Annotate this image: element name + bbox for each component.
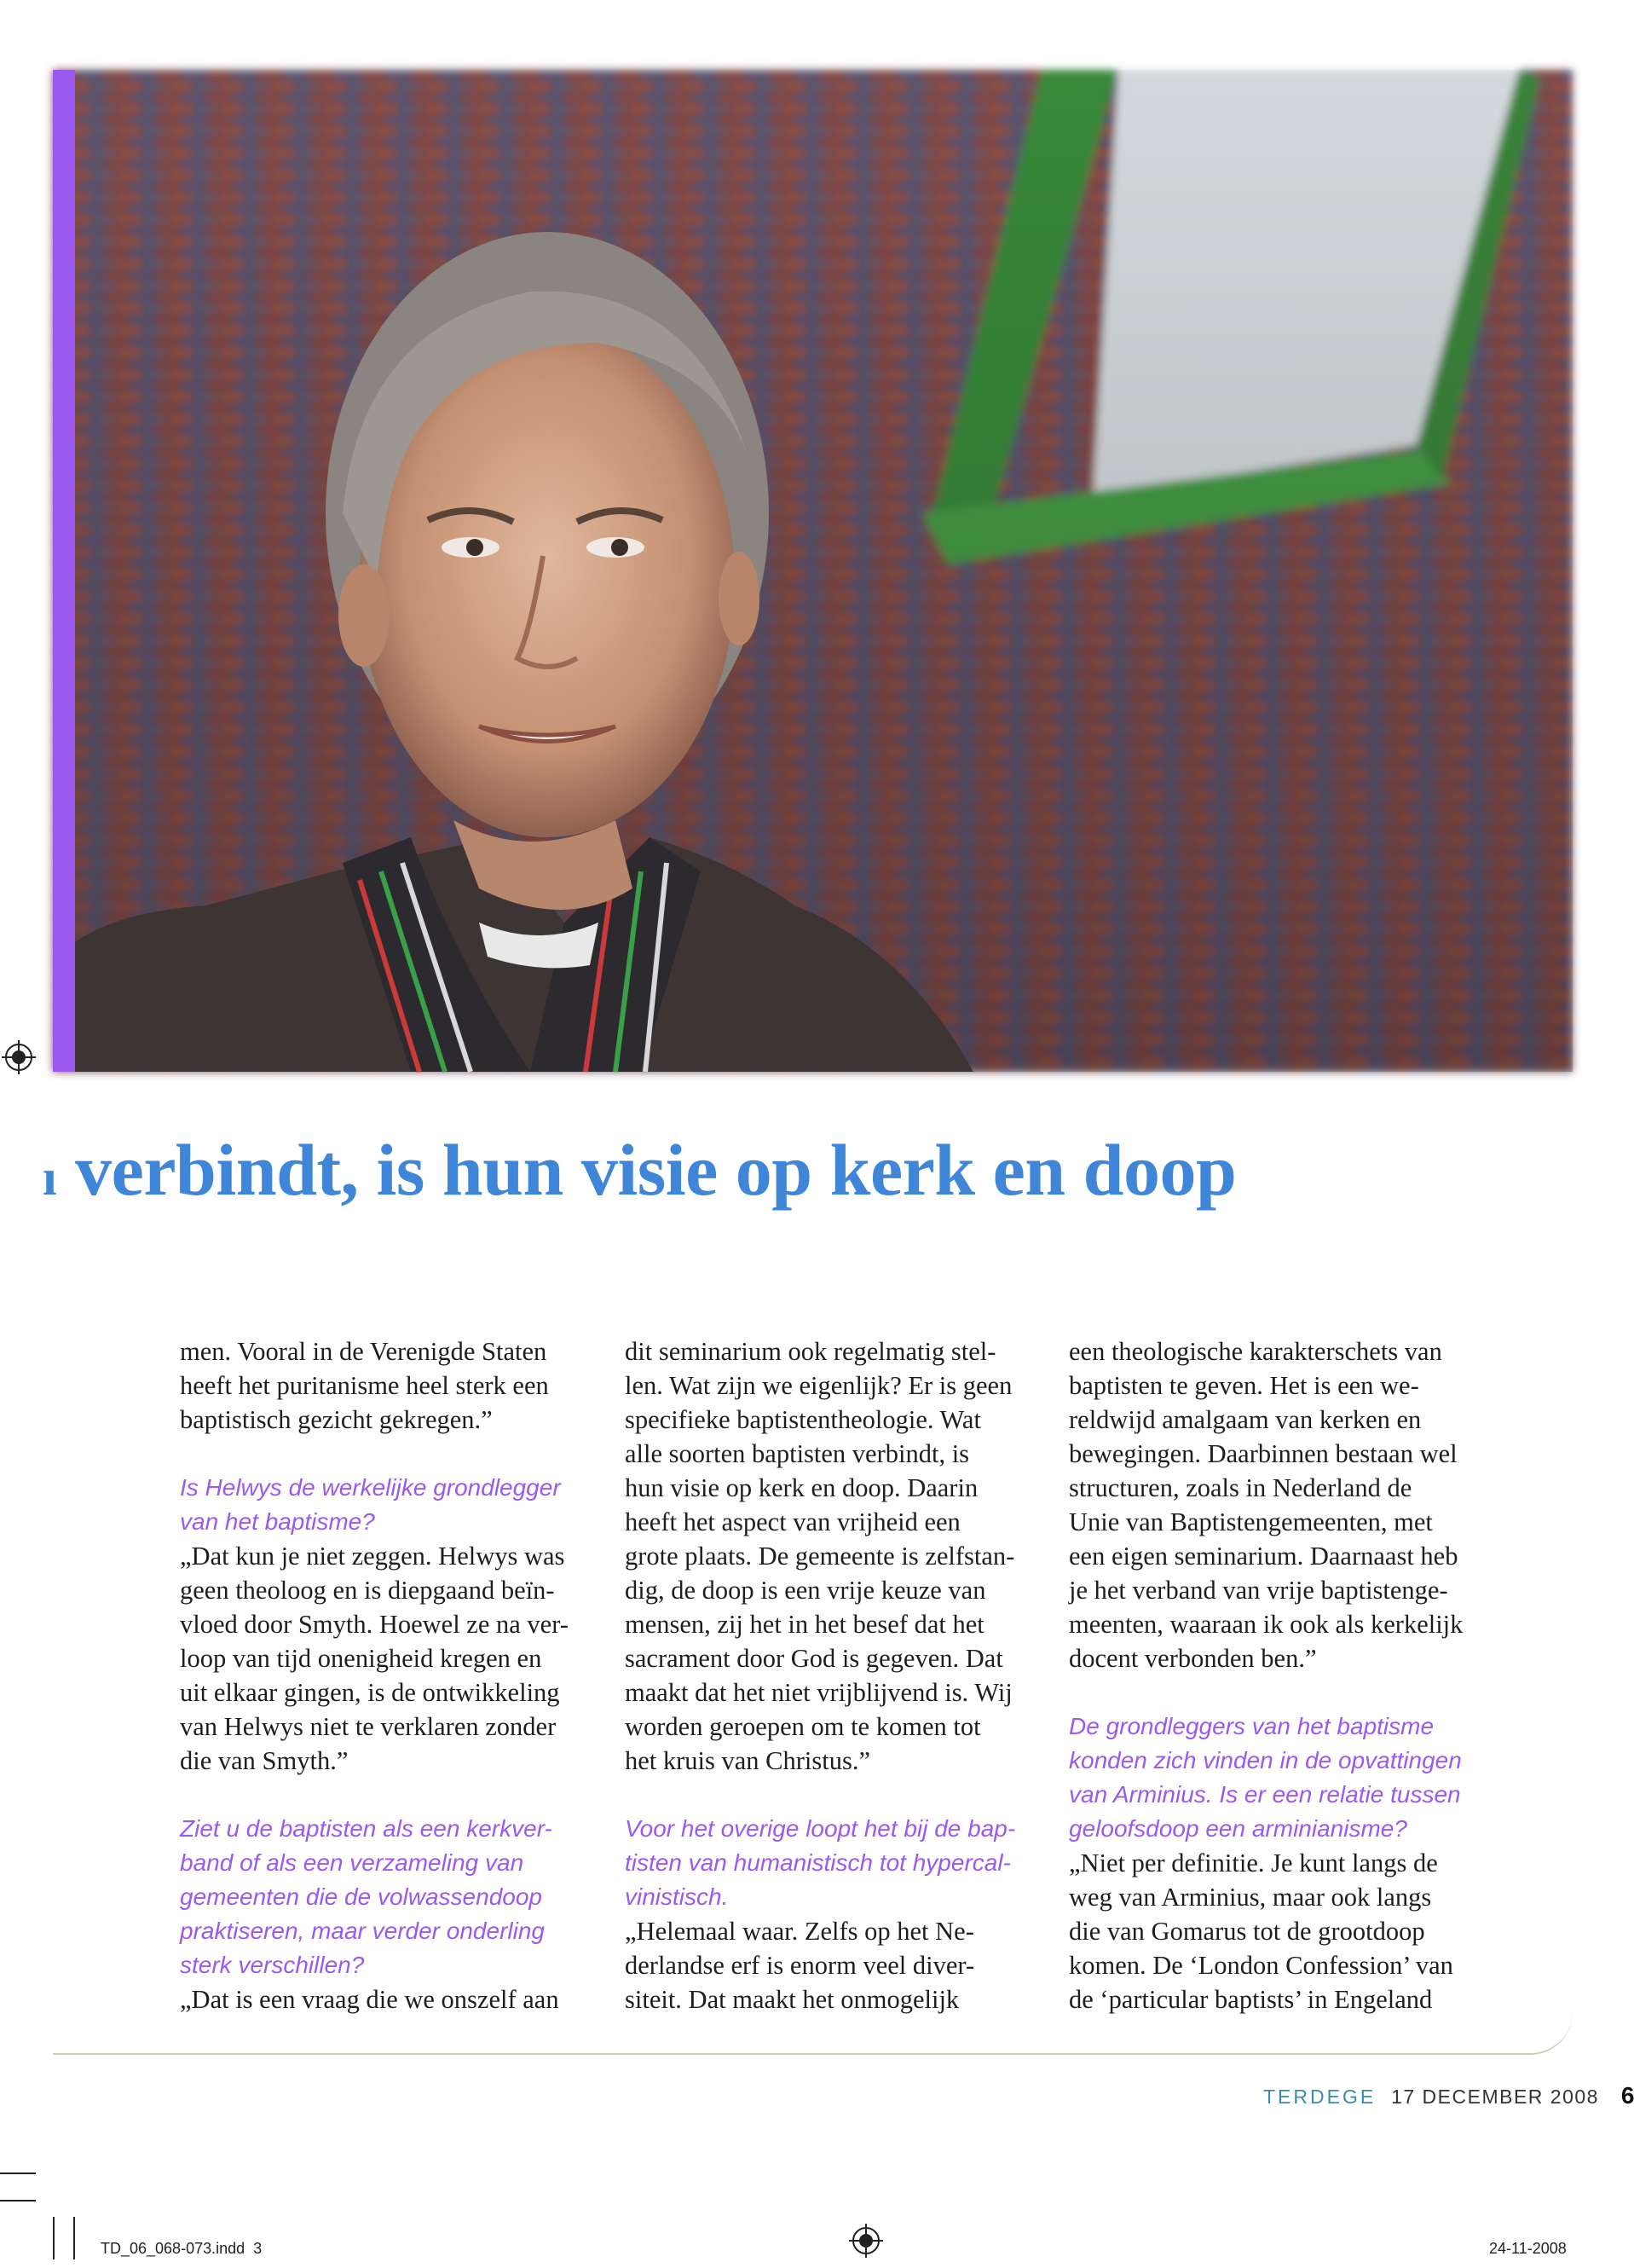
answer-text-line: „Helemaal waar. Zelfs op het Ne- xyxy=(625,1917,974,1946)
text-column-1 xyxy=(180,1334,598,2016)
answer-text-line: weg van Arminius, maar ook langs xyxy=(1069,1883,1432,1912)
accent-bar xyxy=(53,70,75,1072)
headline-clipped-letter: ı xyxy=(43,1149,57,1206)
paragraph-gap xyxy=(180,1778,598,1812)
interview-question-line: vinistisch. xyxy=(625,1883,729,1910)
answer-text-line: uit elkaar gingen, is de ontwikkeling xyxy=(180,1678,560,1707)
answer-text-line: die van Smyth.” xyxy=(180,1746,349,1775)
answer-text-line: worden geroepen om te komen tot xyxy=(625,1712,981,1741)
answer-text-line: komen. De ‘London Confession’ van xyxy=(1069,1951,1453,1980)
answer-text-line: „Dat kun je niet zeggen. Helwys was xyxy=(180,1542,565,1571)
answer-text-line: meenten, waaraan ik ook als kerkelijk xyxy=(1069,1610,1464,1639)
answer-text-line: alle soorten baptisten verbindt, is xyxy=(625,1439,970,1468)
crop-mark xyxy=(73,2217,75,2259)
interview-question-line: band of als een verzameling van xyxy=(180,1849,524,1876)
interview-question-line: Voor het overige loopt het bij de bap- xyxy=(625,1815,1016,1842)
answer-text-line: dig, de doop is een vrije keuze van xyxy=(625,1576,986,1605)
interview-question-line: gemeenten die de volwassendoop xyxy=(180,1883,542,1910)
answer-text-line: het kruis van Christus.” xyxy=(625,1746,871,1775)
answer-text-line: maakt dat het niet vrijblijvend is. Wij xyxy=(625,1678,1013,1707)
answer-text-line: sacrament door God is gegeven. Dat xyxy=(625,1644,1003,1673)
interview-question-line: Is Helwys de werkelijke grondlegger xyxy=(180,1474,561,1501)
answer-text-line: baptisten te geven. Het is een we- xyxy=(1069,1371,1419,1400)
slug-file: TD_06_068-073.indd xyxy=(101,2240,245,2257)
answer-text-line: grote plaats. De gemeente is zelfstan- xyxy=(625,1542,1015,1571)
answer-text-line: je het verband van vrije baptistenge- xyxy=(1069,1576,1448,1605)
slug-filename xyxy=(101,2240,262,2258)
text-column-3 xyxy=(1069,1334,1487,2016)
interview-question-line: tisten van humanistisch tot hypercal- xyxy=(625,1849,1011,1876)
answer-text-line: dit seminarium ook regelmatig stel- xyxy=(625,1337,996,1366)
text-column-2 xyxy=(625,1334,1042,2016)
crop-mark xyxy=(0,2173,36,2174)
answer-text-line: heeft het aspect van vrijheid een xyxy=(625,1507,961,1536)
page-bottom-rule xyxy=(53,2012,1573,2055)
page-footer xyxy=(1263,2082,1634,2109)
answer-text-line: bewegingen. Daarbinnen bestaan wel xyxy=(1069,1439,1458,1468)
headline-text: verbindt, is hun visie op kerk en doop xyxy=(75,1129,1237,1211)
magazine-name: TERDEGE xyxy=(1263,2086,1377,2108)
interview-question-line: praktiseren, maar verder onderling xyxy=(180,1918,545,1944)
interview-question-line: van Arminius. Is er een relatie tussen xyxy=(1069,1781,1461,1808)
answer-text-line: een eigen seminarium. Daarnaast heb xyxy=(1069,1542,1458,1571)
interview-question-line: konden zich vinden in de opvattingen xyxy=(1069,1747,1462,1773)
answer-text-line: siteit. Dat maakt het onmogelijk xyxy=(625,1985,960,2014)
headline xyxy=(43,1127,1236,1212)
answer-text-line: een theologische karakterschets van xyxy=(1069,1337,1442,1366)
page-number: 6 xyxy=(1620,2082,1634,2109)
paragraph-gap xyxy=(180,1437,598,1471)
answer-text-line: Unie van Baptistengemeenten, met xyxy=(1069,1507,1433,1536)
portrait-photo xyxy=(53,70,1573,1072)
answer-text-line: mensen, zij het in het besef dat het xyxy=(625,1610,984,1639)
answer-text-line: len. Wat zijn we eigenlijk? Er is geen xyxy=(625,1371,1013,1400)
paragraph-gap xyxy=(625,1778,1042,1812)
answer-text-line: vloed door Smyth. Hoewel ze na ver- xyxy=(180,1610,569,1639)
answer-text-line: baptistisch gezicht gekregen.” xyxy=(180,1405,493,1434)
slug-date: 24-11-2008 xyxy=(1489,2240,1567,2257)
answer-text-line: derlandse erf is enorm veel diver- xyxy=(625,1951,975,1980)
registration-mark-icon xyxy=(849,2224,883,2258)
answer-text-line: van Helwys niet te verklaren zonder xyxy=(180,1712,557,1741)
answer-text-line: geen theoloog en is diepgaand beïn- xyxy=(180,1576,555,1605)
answer-text-line: „Dat is een vraag die we onszelf aan xyxy=(180,1985,559,2014)
answer-text-line: reldwijd amalgaam van kerken en xyxy=(1069,1405,1422,1434)
slug-page: 3 xyxy=(253,2240,263,2257)
answer-text-line: die van Gomarus tot de grootdoop xyxy=(1069,1917,1425,1946)
hero-photo xyxy=(53,70,1573,1072)
answer-text-line: structuren, zoals in Nederland de xyxy=(1069,1473,1412,1502)
paragraph-gap xyxy=(1069,1675,1487,1710)
answer-text-line: specifieke baptistentheologie. Wat xyxy=(625,1405,981,1434)
answer-text-line: men. Vooral in de Verenigde Staten xyxy=(180,1337,547,1366)
answer-text-line: heeft het puritanisme heel sterk een xyxy=(180,1371,549,1400)
answer-text-line: loop van tijd onenigheid kregen en xyxy=(180,1644,542,1673)
crop-mark xyxy=(0,2200,36,2201)
answer-text-line: „Niet per definitie. Je kunt langs de xyxy=(1069,1849,1438,1877)
interview-question-line: sterk verschillen? xyxy=(180,1952,365,1978)
interview-question-line: geloofsdoop een arminianisme? xyxy=(1069,1815,1407,1842)
crop-mark xyxy=(53,2217,55,2259)
answer-text-line: docent verbonden ben.” xyxy=(1069,1644,1317,1673)
interview-question-line: De grondleggers van het baptisme xyxy=(1069,1713,1435,1739)
answer-text-line: hun visie op kerk en doop. Daarin xyxy=(625,1473,979,1502)
interview-question-line: Ziet u de baptisten als een kerkver- xyxy=(180,1815,552,1842)
registration-mark-icon xyxy=(2,1040,36,1074)
answer-text-line: de ‘particular baptists’ in Engeland xyxy=(1069,1985,1433,2014)
interview-question-line: van het baptisme? xyxy=(180,1508,375,1535)
issue-date: 17 DECEMBER 2008 xyxy=(1391,2086,1599,2108)
